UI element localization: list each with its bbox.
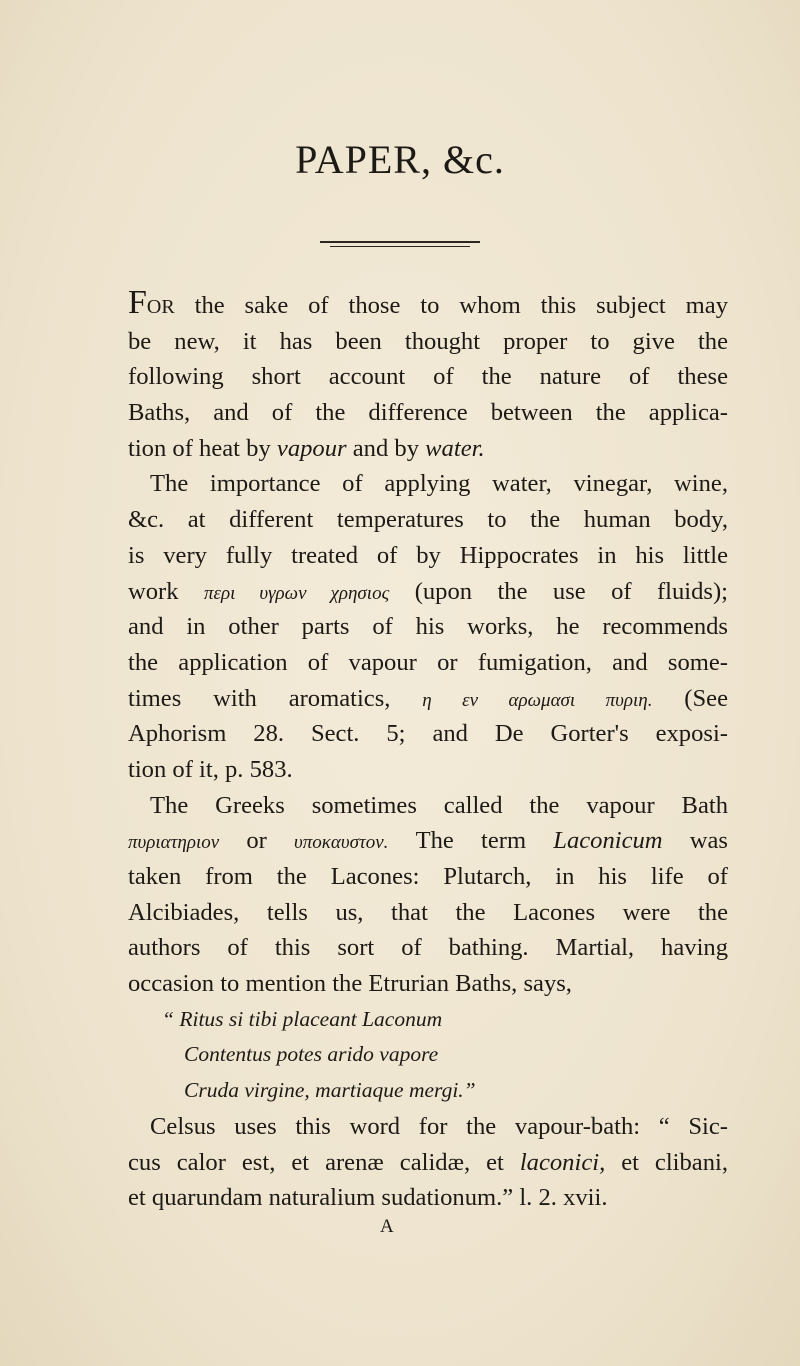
text-line: FOR the sake of those to whom this subject may bbox=[128, 284, 728, 321]
text-line: work περι υγρων χρησιος (upon the use of fluids); bbox=[128, 577, 729, 605]
text-line: et quarundam naturalium sudationum.” l. 2. xvii. bbox=[128, 1184, 608, 1212]
text-line: tion of it, p. 583. bbox=[128, 755, 293, 783]
text-line: be new, it has been thought proper to give the bbox=[128, 327, 728, 355]
text-line: Aphorism 28. Sect. 5; and De Gorter's exposi- bbox=[128, 720, 728, 748]
text-line: tion of heat by vapour and by water. bbox=[128, 434, 485, 462]
signature-mark: A bbox=[380, 1216, 394, 1237]
text-line: Baths, and of the difference between the applica- bbox=[128, 399, 728, 427]
greek-word: πυριατηριον bbox=[128, 832, 220, 854]
text-line: Alcibiades, tells us, that the Lacones were the bbox=[128, 898, 728, 926]
text-line: The Greeks sometimes called the vapour Bath bbox=[150, 791, 728, 819]
text-line: and in other parts of his works, he recommends bbox=[128, 613, 728, 641]
greek-phrase: η εν αρωμασι πυριη. bbox=[422, 689, 653, 711]
text-line: The importance of applying water, vinegar, wine, bbox=[150, 470, 728, 498]
text-line: &c. at different temperatures to the human body, bbox=[128, 506, 728, 534]
text-line: taken from the Lacones: Plutarch, in his life of bbox=[128, 863, 728, 890]
drop-initial: F bbox=[128, 284, 147, 321]
greek-phrase: περι υγρων χρησιος bbox=[203, 582, 390, 604]
greek-word: υποκαυστον. bbox=[294, 832, 389, 854]
text-line: following short account of the nature of these bbox=[128, 363, 728, 391]
text-line: is very fully treated of by Hippocrates in his little bbox=[128, 541, 728, 569]
body-text bbox=[128, 284, 729, 1216]
verse-line: Contentus potes arido vapore bbox=[184, 1042, 439, 1067]
verse-line: Cruda virgine, martiaque mergi.” bbox=[184, 1078, 476, 1103]
text-line: πυριατηριον or υποκαυστον. The term Laconicum was bbox=[128, 827, 728, 855]
text-line: Celsus uses this word for the vapour-bath: “ Sic- bbox=[150, 1112, 728, 1140]
text-line: times with aromatics, η εν αρωμασι πυριη. (See bbox=[128, 684, 729, 712]
text-line: the application of vapour or fumigation, and some- bbox=[128, 648, 728, 676]
title-rule bbox=[320, 241, 480, 243]
title-rule-thin bbox=[330, 246, 470, 247]
text-line: cus calor est, et arenæ calidæ, et laconici, et clibani, bbox=[128, 1148, 729, 1176]
text-line: occasion to mention the Etrurian Baths, says, bbox=[128, 970, 572, 998]
verse-line: “ Ritus si tibi placeant Laconum bbox=[162, 1006, 443, 1031]
text-line: authors of this sort of bathing. Martial, having bbox=[128, 934, 728, 962]
page-title: PAPER, &c. bbox=[295, 137, 505, 182]
